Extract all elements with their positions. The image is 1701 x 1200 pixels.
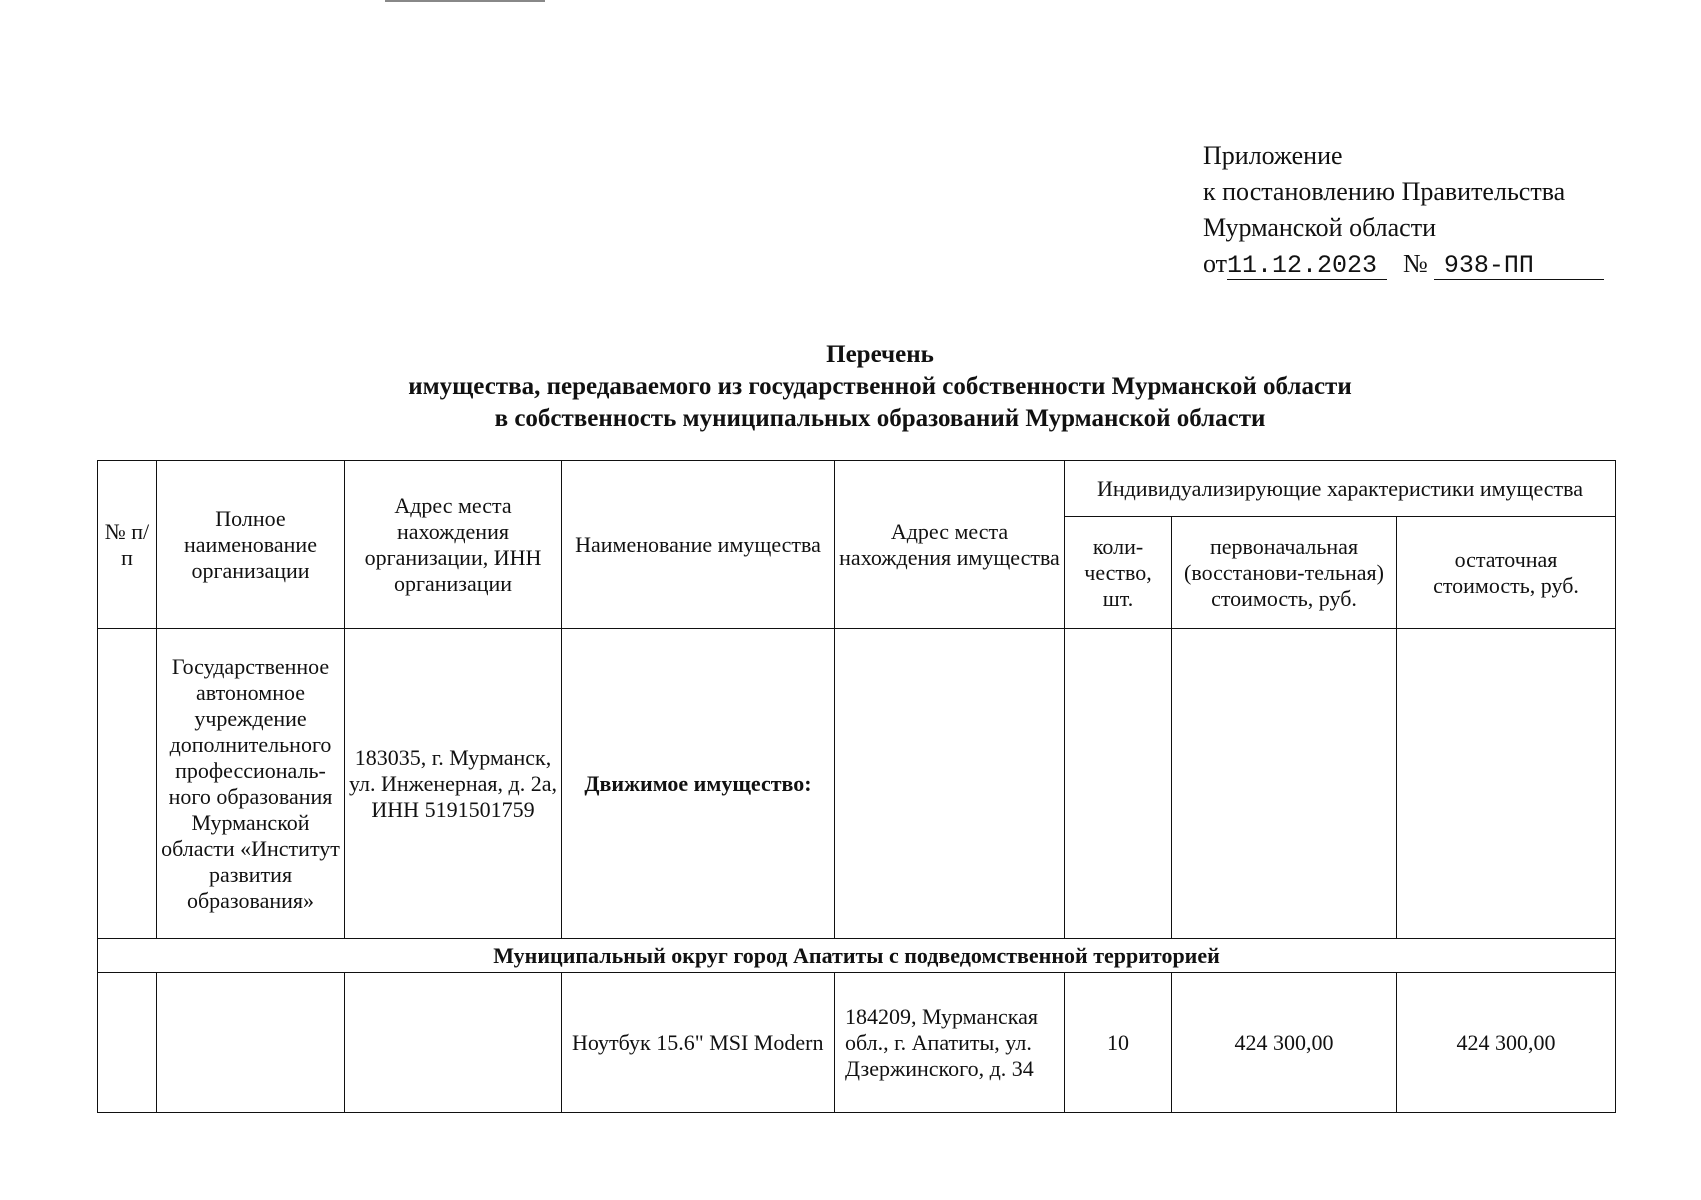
cell-num <box>98 973 157 1113</box>
document-title <box>200 339 1560 435</box>
appendix-date-line <box>1203 246 1623 282</box>
cell-initial-cost <box>1172 629 1397 939</box>
header-initial-cost: первоначальная (восстанови-тельная) стоимость, руб. <box>1172 517 1397 629</box>
cell-org-address <box>345 973 562 1113</box>
section-title: Муниципальный округ город Апатиты с подведомственной территорией <box>98 939 1616 973</box>
cell-residual-cost <box>1397 629 1616 939</box>
title-line-3: в собственность муниципальных образований Мурманской области <box>494 405 1266 432</box>
header-org-name: Полное наименование организации <box>157 461 345 629</box>
cell-org-name <box>157 973 345 1113</box>
title-line-2: имущества, передаваемого из государственной собственности Мурманской области <box>408 373 1352 400</box>
appendix-line-1: Приложение <box>1203 141 1343 170</box>
header-num: № п/п <box>98 461 157 629</box>
cell-property-address <box>835 629 1065 939</box>
cell-quantity <box>1065 629 1172 939</box>
header-quantity: коли-чество, шт. <box>1065 517 1172 629</box>
appendix-block <box>1203 138 1623 282</box>
cell-initial-cost: 424 300,00 <box>1172 973 1397 1113</box>
header-characteristics: Индивидуализирующие характеристики имущества <box>1065 461 1616 517</box>
table-row <box>98 629 1616 939</box>
table-header-row <box>98 461 1616 517</box>
cell-property-name: Ноутбук 15.6" MSI Modern <box>562 973 835 1113</box>
header-property-name: Наименование имущества <box>562 461 835 629</box>
header-org-address: Адрес места нахождения организации, ИНН организации <box>345 461 562 629</box>
appendix-line-2: к постановлению Правительства <box>1203 177 1566 206</box>
cell-org-name: Государственное автономное учреждение дополнительного профессиональ-ного образования Мурманской области «Институт развития образования» <box>157 629 345 939</box>
scan-artifact-line <box>385 0 545 2</box>
title-line-1: Перечень <box>826 341 934 368</box>
number-sign: № <box>1403 249 1428 278</box>
cell-quantity: 10 <box>1065 973 1172 1113</box>
cell-property-name: Движимое имущество: <box>562 629 835 939</box>
cell-residual-cost: 424 300,00 <box>1397 973 1616 1113</box>
property-table <box>97 460 1616 1113</box>
header-property-address: Адрес места нахождения имущества <box>835 461 1065 629</box>
cell-org-address: 183035, г. Мурманск, ул. Инженерная, д. 2а, ИНН 5191501759 <box>345 629 562 939</box>
cell-num <box>98 629 157 939</box>
decree-date: 11.12.2023 <box>1227 252 1387 280</box>
decree-number: 938-ПП <box>1434 252 1604 280</box>
header-residual-cost: остаточная стоимость, руб. <box>1397 517 1616 629</box>
date-prefix: от <box>1203 249 1228 278</box>
cell-property-address: 184209, Мурманская обл., г. Апатиты, ул. Дзержинского, д. 34 <box>835 973 1065 1113</box>
table-section-row <box>98 939 1616 973</box>
table-row <box>98 973 1616 1113</box>
appendix-line-3: Мурманской области <box>1203 213 1436 242</box>
